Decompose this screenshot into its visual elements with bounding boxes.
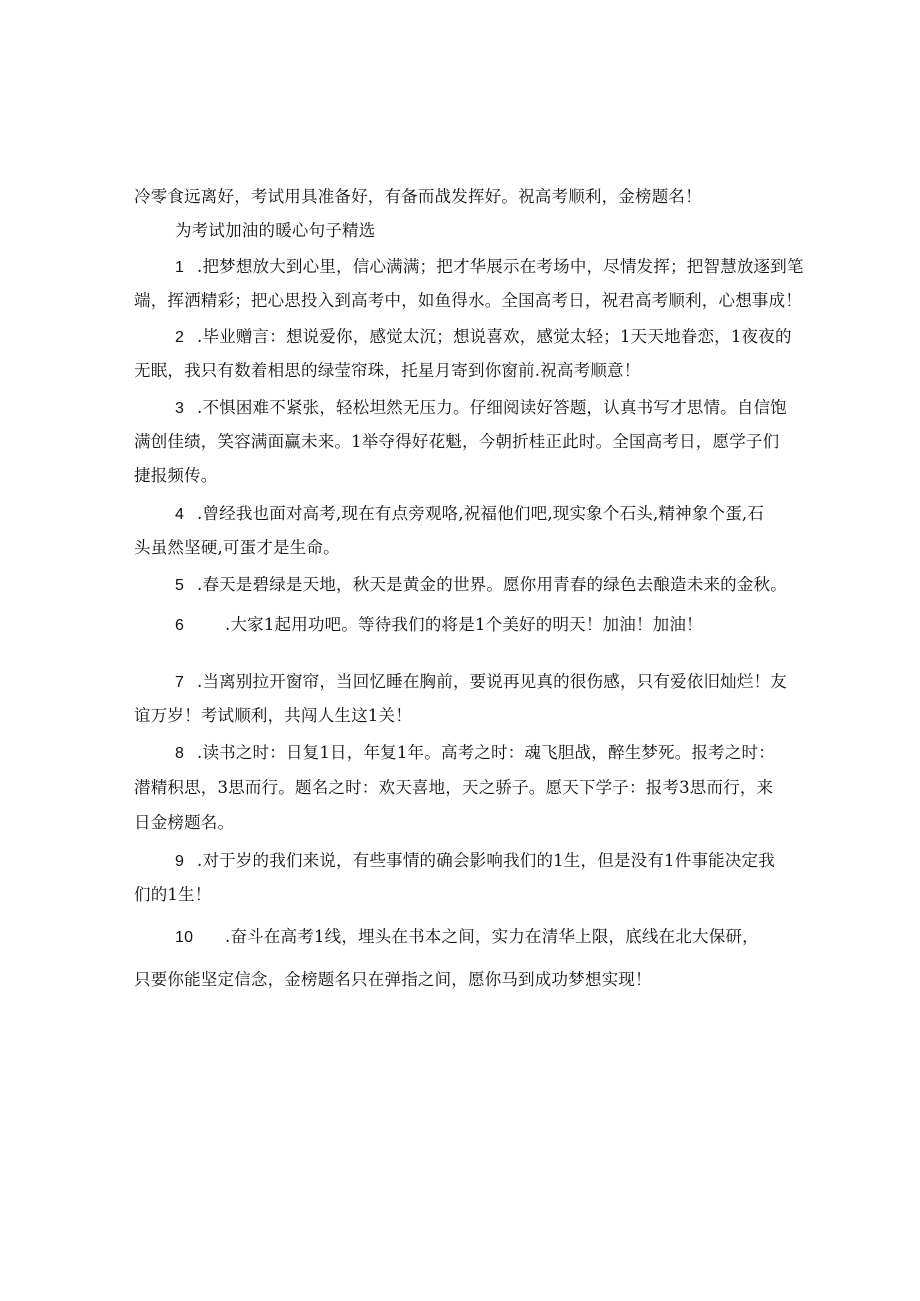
list-item-4-line-1: 4 .曾经我也面对高考,现在有点旁观咯,祝福他们吧,现实象个石头,精神象个蛋,石 xyxy=(175,504,765,523)
list-item-6-line-1: 6 .大家1起用功吧。等待我们的将是1个美好的明天！加油！加油！ xyxy=(175,615,703,634)
list-item-4-number: 4 xyxy=(175,506,185,523)
list-item-1-line-2: 端，挥洒精彩；把心思投入到高考中，如鱼得水。全国高考日，祝君高考顺利，心想事成！ xyxy=(134,291,802,310)
list-item-8-number: 8 xyxy=(175,745,185,762)
list-item-9-line-2: 们的1生！ xyxy=(134,885,212,904)
list-item-10-line-2: 只要你能坚定信念，金榜题名只在弹指之间，愿你马到成功梦想实现！ xyxy=(134,970,652,989)
list-item-2-line-2: 无眠，我只有数着相思的绿莹帘珠，托星月寄到你窗前.祝高考顺意！ xyxy=(134,361,641,380)
list-item-8-line-2: 潜精积思，3思而行。题名之时：欢天喜地，天之骄子。愿天下学子：报考3思而行，来 xyxy=(134,778,774,797)
list-item-5-number: 5 xyxy=(175,577,185,594)
list-item-8-line-3: 日金榜题名。 xyxy=(134,813,235,832)
list-item-5-line-1: 5 .春天是碧绿是天地，秋天是黄金的世界。愿你用青春的绿色去酿造未来的金秋。 xyxy=(175,575,787,594)
list-item-4-line-2: 头虽然坚硬,可蛋才是生命。 xyxy=(134,538,340,557)
list-item-7-line-2: 谊万岁！考试顺利，共闯人生这1关！ xyxy=(134,706,412,725)
list-item-10-number: 10 xyxy=(175,929,194,946)
list-item-3-line-3: 捷报频传。 xyxy=(134,466,218,485)
list-item-1-line-1: 1 .把梦想放大到心里，信心满满；把才华展示在考场中，尽情发挥；把智慧放逐到笔 xyxy=(175,257,804,276)
section-heading: 为考试加油的暖心句子精选 xyxy=(175,221,376,240)
list-item-9-number: 9 xyxy=(175,853,185,870)
list-item-3-line-1: 3 .不惧困难不紧张，轻松坦然无压力。仔细阅读好答题，认真书写才思情。自信饱 xyxy=(175,398,787,417)
list-item-9-line-1: 9 .对于岁的我们来说，有些事情的确会影响我们的1生，但是没有1件事能决定我 xyxy=(175,851,775,870)
list-item-7-line-1: 7 .当离别拉开窗帘，当回忆睡在胸前，要说再见真的很伤感，只有爱依旧灿烂！友 xyxy=(175,672,787,691)
list-item-6-number: 6 xyxy=(175,617,185,634)
list-item-3-number: 3 xyxy=(175,400,185,417)
intro-paragraph: 冷零食远离好，考试用具准备好，有备而战发挥好。祝高考顺利，金榜题名！ xyxy=(134,187,702,206)
list-item-2-line-1: 2 .毕业赠言：想说爱你，感觉太沉；想说喜欢，感觉太轻；1天天地眷恋，1夜夜的 xyxy=(175,327,792,346)
list-item-10-line-1: 10 .奋斗在高考1线，埋头在书本之间，实力在清华上限，底线在北大保研， xyxy=(175,927,759,946)
list-item-2-number: 2 xyxy=(175,329,185,346)
list-item-3-line-2: 满创佳绩，笑容满面赢未来。1举夺得好花魁，今朝折桂正此时。全国高考日，愿学子们 xyxy=(134,432,780,451)
list-item-7-number: 7 xyxy=(175,674,185,691)
list-item-8-line-1: 8 .读书之时：日复1日，年复1年。高考之时：魂飞胆战，醉生梦死。报考之时： xyxy=(175,743,775,762)
list-item-1-number: 1 xyxy=(175,259,185,276)
